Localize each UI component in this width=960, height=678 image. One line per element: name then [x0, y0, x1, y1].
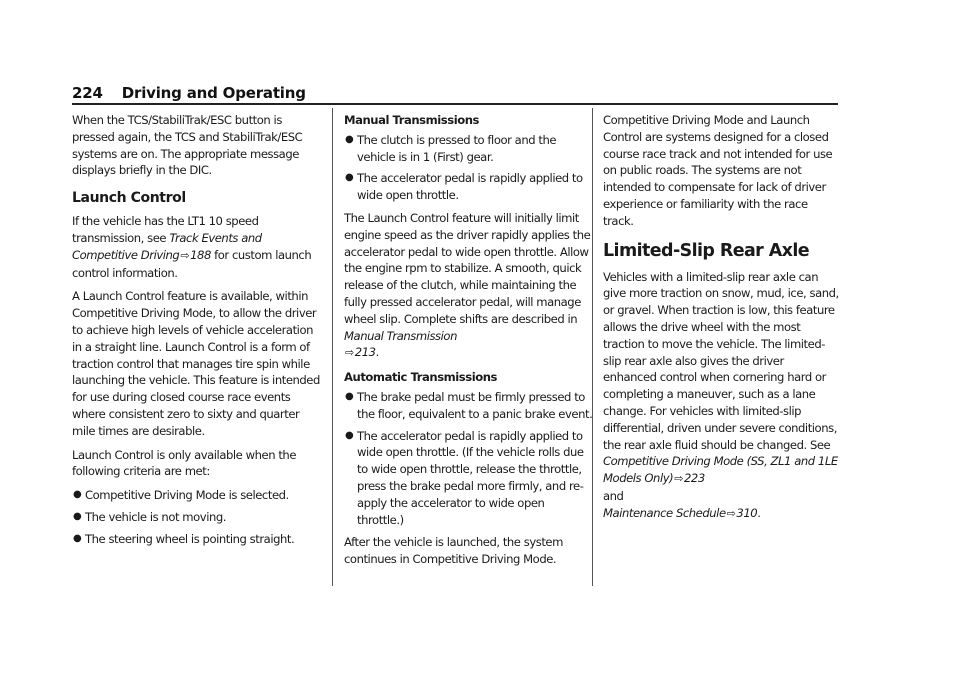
bullet-icon: ● [345, 429, 354, 441]
bullet-icon: ● [345, 390, 354, 402]
manual-transmissions-heading: Manual Transmissions [344, 113, 479, 127]
list-item: ● The brake pedal must be firmly pressed to the floor, equivalent to a panic brake event. [345, 389, 593, 421]
list-item: ● The accelerator pedal is rapidly applied to wide open throttle. (If the vehicle rolls due to wide open throttle, release the throttle, press the brake pedal more firmly, and re-apply the accelerator to wide open throttle.) [345, 428, 584, 527]
section-title: Driving and Operating [121, 84, 306, 102]
xref-arrow-icon: ⇨ [726, 506, 736, 520]
page-header [72, 84, 306, 102]
launch-control-heading: Launch Control [72, 190, 186, 207]
and-text: and [603, 488, 624, 503]
launch-paragraph-1: If the vehicle has the LT1 10 speed transmission, see Track Events and Competitive Driving⇨188 for custom launch control information. [72, 214, 312, 280]
header-rule [72, 103, 838, 105]
bullet-icon: ● [73, 489, 82, 501]
manual-paragraph: The Launch Control feature will initially limit engine speed as the driver rapidly applies the accelerator pedal to wide open throttle. Allow the engine rpm to stabilize. A smooth, quick release of the clutch, while maintaining the fully pressed accelerator pedal, will manage wheel slip. Complete shifts are described in Manual Transmission ⇨213. [344, 210, 594, 362]
bullet-icon: ● [73, 510, 82, 522]
xref-page-number[interactable]: 223 [684, 471, 705, 486]
list-item: ● The steering wheel is pointing straight. [73, 531, 295, 546]
launch-paragraph-3: Launch Control is only available when the following criteria are met: [72, 447, 297, 479]
criteria-list [72, 487, 322, 547]
list-item: ● The vehicle is not moving. [73, 509, 227, 524]
xref-arrow-icon: ⇨ [180, 248, 190, 262]
bullet-icon: ● [345, 172, 354, 184]
competitive-mode-paragraph: Competitive Driving Mode and Launch Control are systems designed for a closed course race track and not intended for use on public roads. The systems are not intended to compensate for lack of driver experience or familiarity with the race track. [603, 113, 833, 228]
list-item: ● Competitive Driving Mode is selected. [73, 488, 289, 503]
manual-list [344, 132, 594, 204]
column-divider [332, 108, 333, 586]
automatic-list [344, 389, 594, 528]
limited-slip-heading: Limited-Slip Rear Axle [603, 240, 810, 261]
launch-paragraph-2: A Launch Control feature is available, within Competitive Driving Mode, to allow the driver to achieve high levels of vehicle acceleration in a straight line. Launch Control is a form of traction control that manages tire spin while launching the vehicle. This feature is intended for use during closed course race events where consistent zero to sixty and quarter mile times are desirable. [72, 289, 320, 438]
intro-paragraph: When the TCS/StabiliTrak/ESC button is pressed again, the TCS and StabiliTrak/ESC systems are on. The appropriate message displays briefly in the DIC. [72, 113, 303, 178]
xref-link-manual-transmission[interactable]: Manual Transmission [344, 328, 457, 343]
list-item: ● The accelerator pedal is rapidly applied to wide open throttle. [345, 171, 583, 203]
xref-link-track-events[interactable]: Track Events and Competitive Driving [72, 230, 262, 262]
page-number: 224 [72, 84, 103, 102]
column-2 [344, 112, 594, 575]
xref-link-competitive-driving-mode[interactable]: Competitive Driving Mode (SS, ZL1 and 1LE Models Only) [603, 454, 838, 486]
column-1 [72, 112, 322, 554]
xref-page-number[interactable]: 213 [354, 345, 376, 360]
xref-arrow-icon: ⇨ [345, 346, 354, 360]
xref-page-number[interactable]: 310 [736, 505, 758, 520]
after-launch-paragraph: After the vehicle is launched, the system continues in Competitive Driving Mode. [344, 535, 563, 567]
bullet-icon: ● [73, 532, 82, 544]
list-item: ● The clutch is pressed to floor and the vehicle is in 1 (First) gear. [345, 132, 557, 164]
xref-link-maintenance-schedule[interactable]: Maintenance Schedule [603, 505, 726, 520]
bullet-icon: ● [345, 133, 354, 145]
automatic-transmissions-heading: Automatic Transmissions [344, 370, 497, 385]
xref-arrow-icon: ⇨ [674, 472, 683, 486]
column-3 [603, 112, 839, 530]
limited-slip-paragraph: Vehicles with a limited-slip rear axle can give more traction on snow, mud, ice, sand, or gravel. When traction is low, this feature allows the drive wheel with the most traction to move the vehicle. The limited-slip rear axle also gives the driver enhanced control when cornering hard or completing a maneuver, such as a lane change. For vehicles with limited-slip differential, driven under severe conditions, the rear axle fluid should be changed. See Competitive Driving Mode (SS, ZL1 and 1LE Models Only)⇨223 and Maintenance Schedule⇨310. [603, 269, 839, 523]
xref-page-number[interactable]: 188 [190, 247, 211, 262]
